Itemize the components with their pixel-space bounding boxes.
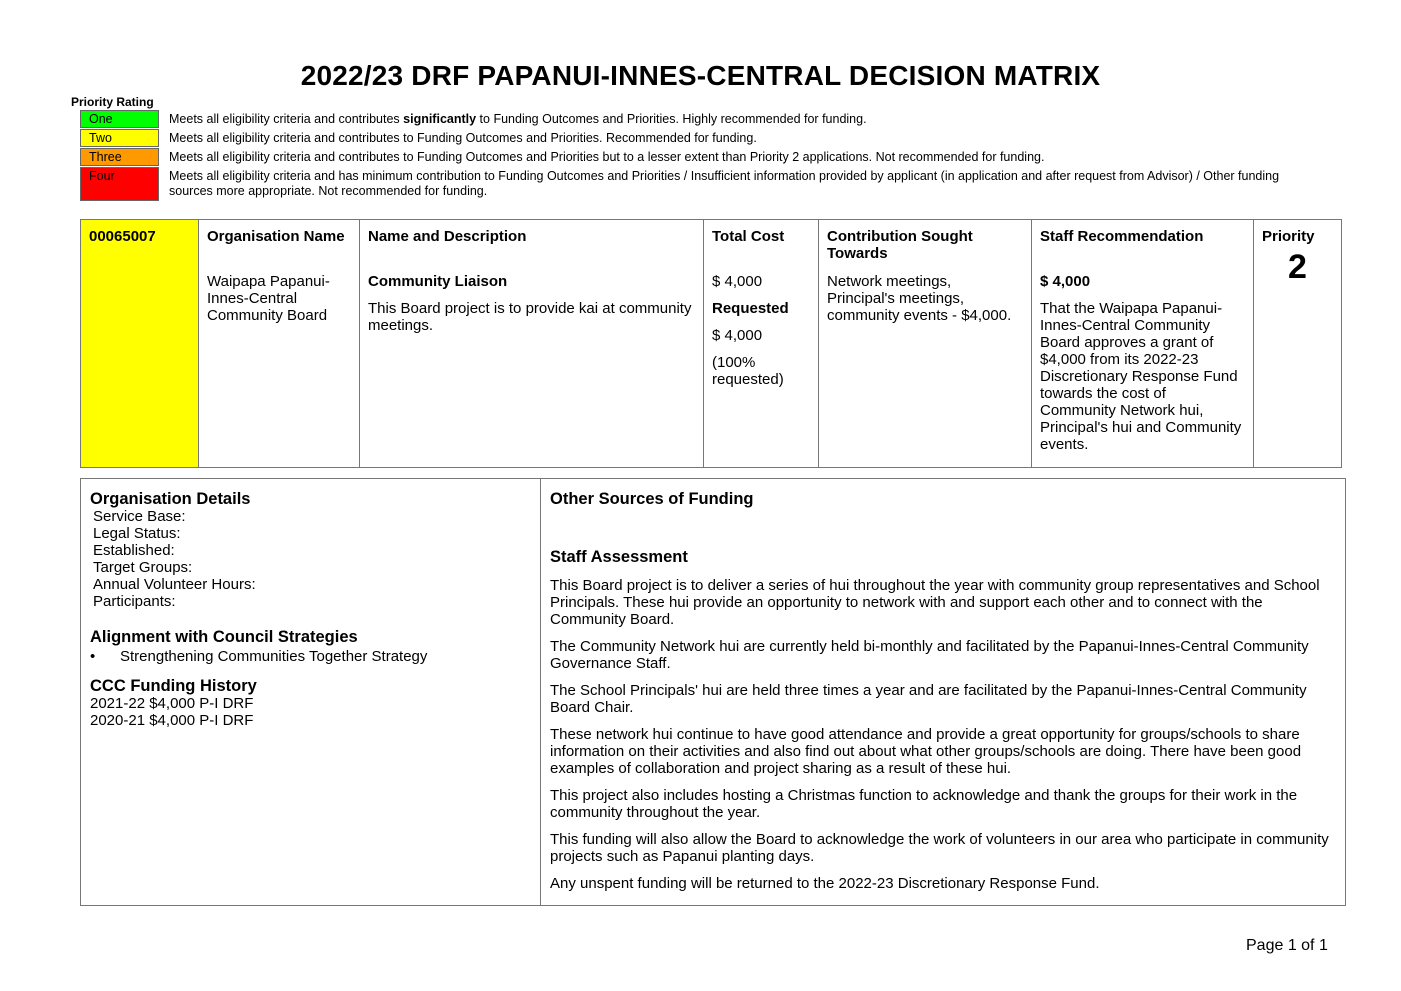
- priority-swatch-three: Three: [80, 148, 159, 166]
- application-id: 00065007: [89, 228, 156, 245]
- funding-history-item: 2020-21 $4,000 P-I DRF: [90, 712, 254, 729]
- alignment-item-text: Strengthening Communities Together Strategy: [120, 648, 428, 665]
- legend-text-four: Meets all eligibility criteria and has minimum contribution to Funding Outcomes and Priorities / Insufficient information provided by applicant (in application and after request from Advisor) / Other funding sources more appropriate. Not recommended for funding.: [169, 169, 1280, 198]
- alignment-list-item: [90, 648, 531, 665]
- name-description-header: Name and Description: [368, 228, 527, 245]
- assessment-paragraph: These network hui continue to have good attendance and provide a great opportunity for groups/schools to share information on their activities and also find out about what other groups/schools are doing. There have been good examples of collaboration and project sharing as a result of these hui.: [550, 726, 1302, 777]
- contribution-header: Contribution Sought Towards: [827, 228, 973, 262]
- application-id-cell: [81, 220, 199, 468]
- organisation-details-panel: [81, 479, 541, 905]
- detail-participants: Participants:: [93, 593, 176, 610]
- page-number: Page 1 of 1: [1246, 937, 1328, 954]
- legend-text-one: Meets all eligibility criteria and contributes significantly to Funding Outcomes and Priorities. Highly recommended for funding.: [169, 112, 867, 126]
- assessment-paragraph: The School Principals' hui are held three times a year and are facilitated by the Papanui-Innes-Central Community Board Chair.: [550, 682, 1307, 716]
- recommendation-amount: $ 4,000: [1040, 273, 1091, 290]
- bullet-icon: •: [90, 648, 96, 665]
- detail-volunteer-hours: Annual Volunteer Hours:: [93, 576, 256, 593]
- total-cost-header: Total Cost: [712, 228, 785, 245]
- total-cost-cell: [704, 220, 819, 468]
- assessment-paragraph: The Community Network hui are currently held bi-monthly and facilitated by the Papanui-Innes-Central Community Governance Staff.: [550, 638, 1309, 672]
- legend-row-three: [80, 148, 1320, 166]
- assessment-paragraph: Any unspent funding will be returned to the 2022-23 Discretionary Response Fund.: [550, 875, 1100, 892]
- assessment-panel: [541, 479, 1345, 905]
- funding-history-heading: CCC Funding History: [90, 677, 257, 695]
- legend-text-two: Meets all eligibility criteria and contributes to Funding Outcomes and Priorities. Recommended for funding.: [169, 131, 757, 145]
- assessment-paragraph: This project also includes hosting a Christmas function to acknowledge and thank the groups for their work in the community throughout the year.: [550, 787, 1298, 821]
- detail-target-groups: Target Groups:: [93, 559, 193, 576]
- priority-legend: [80, 110, 1320, 202]
- requested-label: Requested: [712, 300, 789, 317]
- detail-service-base: Service Base:: [93, 508, 186, 525]
- document-title: 2022/23 DRF PAPANUI-INNES-CENTRAL DECISION MATRIX: [300, 60, 1101, 91]
- name-description-cell: [360, 220, 704, 468]
- contribution-text: Network meetings, Principal's meetings, community events - $4,000.: [827, 273, 1012, 324]
- legend-row-four: [80, 167, 1320, 201]
- priority-cell: [1254, 220, 1342, 468]
- detail-legal-status: Legal Status:: [93, 525, 181, 542]
- matrix-row: [81, 220, 1342, 468]
- recommendation-header: Staff Recommendation: [1040, 228, 1204, 245]
- legend-row-one: [80, 110, 1320, 128]
- contribution-cell: [819, 220, 1032, 468]
- decision-matrix-table: [80, 219, 1342, 468]
- assessment-paragraph: This Board project is to deliver a series of hui throughout the year with community group representatives and School Principals. These hui provide an opportunity to network with and support each other and to connect with the Community Board.: [550, 577, 1320, 628]
- assessment-paragraph: This funding will also allow the Board to acknowledge the work of volunteers in our area who participate in community projects such as Papanui planting days.: [550, 831, 1329, 865]
- total-cost-value: $ 4,000: [712, 273, 763, 290]
- alignment-heading: Alignment with Council Strategies: [90, 628, 358, 646]
- organisation-cell: [199, 220, 360, 468]
- other-sources-heading: Other Sources of Funding: [550, 490, 754, 508]
- priority-swatch-one: One: [80, 110, 159, 128]
- organisation-header: Organisation Name: [207, 228, 345, 245]
- project-description: This Board project is to provide kai at community meetings.: [368, 300, 692, 334]
- priority-header: Priority: [1262, 228, 1315, 245]
- legend-text-three: Meets all eligibility criteria and contributes to Funding Outcomes and Priorities but to a lesser extent than Priority 2 applications. Not recommended for funding.: [169, 150, 1045, 164]
- project-name: Community Liaison: [368, 273, 508, 290]
- organisation-details-heading: Organisation Details: [90, 490, 251, 508]
- requested-amount: $ 4,000: [712, 327, 763, 344]
- organisation-name: Waipapa Papanui-Innes-Central Community Board: [207, 273, 330, 324]
- priority-swatch-two: Two: [80, 129, 159, 147]
- priority-swatch-four: Four: [80, 167, 159, 201]
- details-section: [80, 478, 1346, 906]
- funding-history-item: 2021-22 $4,000 P-I DRF: [90, 695, 254, 712]
- recommendation-cell: [1032, 220, 1254, 468]
- recommendation-text: That the Waipapa Papanui-Innes-Central Community Board approves a grant of $4,000 from its 2022-23 Discretionary Response Fund towards the cost of Community Network hui, Principal's hui and Community events.: [1040, 300, 1242, 453]
- legend-row-two: [80, 129, 1320, 147]
- priority-rating-heading: Priority Rating: [71, 95, 154, 109]
- detail-established: Established:: [93, 542, 175, 559]
- staff-assessment-heading: Staff Assessment: [550, 548, 688, 566]
- priority-value: 2: [1288, 248, 1307, 286]
- requested-percentage: (100% requested): [712, 354, 784, 388]
